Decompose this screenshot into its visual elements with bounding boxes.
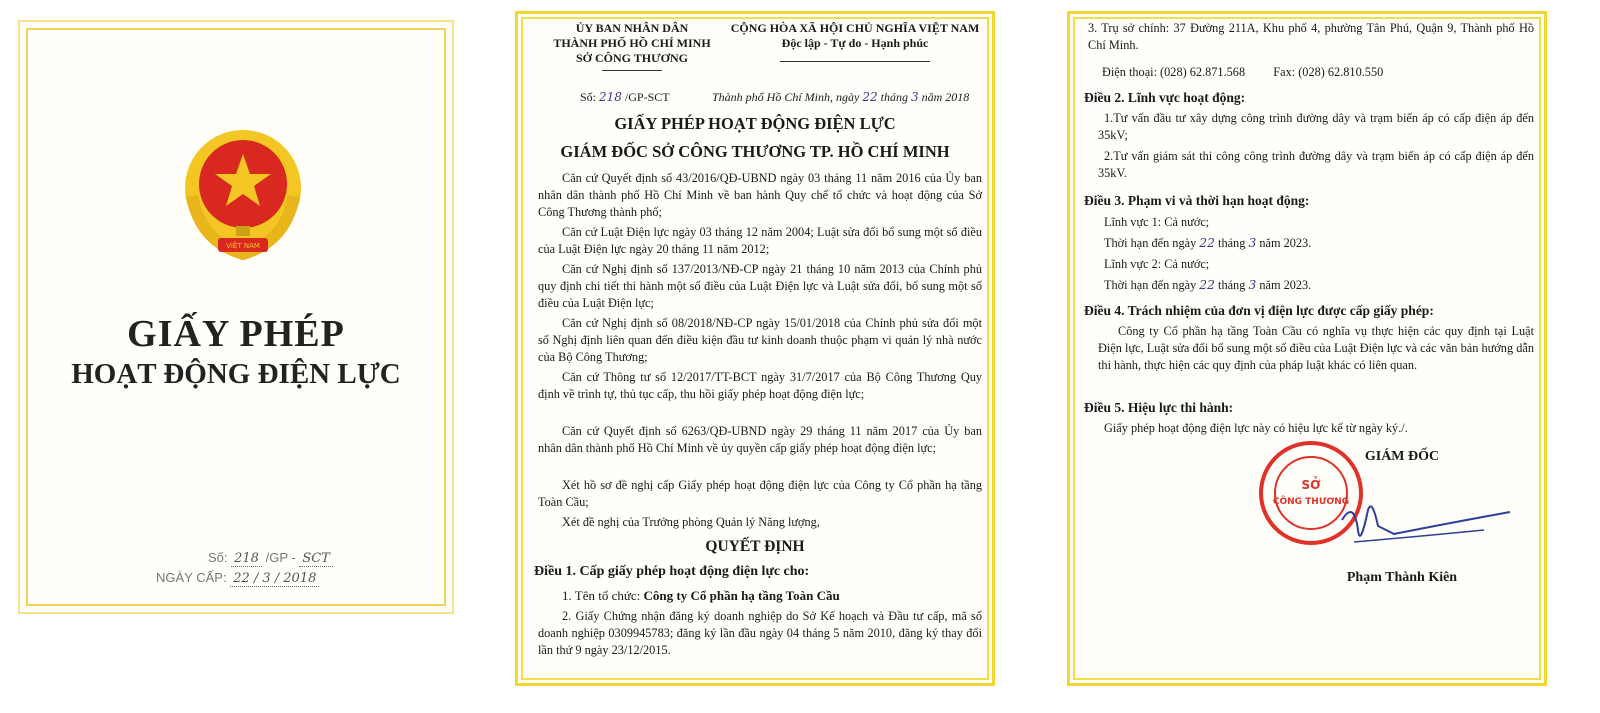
legal-basis-paragraph: Căn cứ Quyết định số 6263/QĐ-UBND ngày 29 tháng 11 năm 2017 của Ủy ban nhân dân thành phố Hồ Chí Minh về ủy quyền cấp giấy phép hoạt động điện lực; (538, 424, 982, 455)
article-4-text: Công ty Cổ phần hạ tầng Toàn Cầu có nghĩa vụ thực hiện các quy định tại Luật Điện lực, Luật sửa đổi bổ sung một số điều của Luật Điện lực và các văn bản hướng dẫn thi hành, thực hiện các quy định của pháp luật khác có liên quan. (1098, 324, 1534, 372)
issuing-authority: ỦY BAN NHÂN DÂN THÀNH PHỐ HỒ CHÍ MINH SỞ CÔNG THƯƠNG (548, 21, 716, 71)
article-5-text: Giấy phép hoạt động điện lực này có hiệu lực kể từ ngày ký./. (1104, 421, 1408, 435)
place-and-date: Thành phố Hồ Chí Minh, ngày 22 tháng 3 năm 2018 (712, 90, 970, 104)
signer-name: Phạm Thành Kiên (1346, 570, 1458, 585)
license-page-3 (1067, 11, 1547, 686)
article-4-heading: Điều 4. Trách nhiệm của đơn vị điện lực được cấp giấy phép: (1084, 303, 1434, 318)
cover-title-line1: GIẤY PHÉP (127, 313, 345, 355)
signature-icon (1334, 490, 1514, 560)
svg-text:VIỆT NAM: VIỆT NAM (226, 242, 260, 250)
issuer-title: GIÁM ĐỐC SỞ CÔNG THƯƠNG TP. HỒ CHÍ MINH (560, 142, 950, 161)
legal-basis-paragraph: Căn cứ Thông tư số 12/2017/TT-BCT ngày 31/7/2017 của Bộ Công Thương Quy định về trình tự, thủ tục cấp, thu hồi giấy phép hoạt động điện lực; (538, 370, 982, 401)
legal-basis-paragraph: Xét đề nghị của Trưởng phòng Quản lý Năng lượng, (562, 515, 820, 529)
document-number: Số: 218 /GP-SCT (580, 90, 670, 104)
activity-field-1: 1.Tư vấn đầu tư xây dựng công trình đường dây và trạm biến áp có cấp điện áp đến 35kV; (1098, 111, 1534, 142)
activity-field-2: 2.Tư vấn giám sát thi công công trình đường dây và trạm biến áp có cấp điện áp đến 35kV. (1098, 149, 1534, 180)
license-page-2 (515, 11, 995, 686)
head-office-address: 3. Trụ sở chính: 37 Đường 211A, Khu phố 4, phường Tân Phú, Quận 9, Thành phố Hồ Chí Minh. (1088, 21, 1534, 52)
svg-text:CÔNG THƯƠNG: CÔNG THƯƠNG (1272, 497, 1350, 507)
article-5-heading: Điều 5. Hiệu lực thi hành: (1084, 400, 1234, 415)
article-3-heading: Điều 3. Phạm vi và thời hạn hoạt động: (1084, 193, 1310, 208)
contact-line: Điện thoại: (028) 62.871.568 Fax: (028) 62.810.550 (1102, 65, 1384, 79)
cover-title-line2: HOẠT ĐỘNG ĐIỆN LỰC (71, 358, 401, 390)
cover-issue-date: NGÀY CẤP: 22 / 3 / 2018 (156, 570, 319, 586)
legal-basis-paragraph: Căn cứ Nghị định số 08/2018/NĐ-CP ngày 15/01/2018 của Chính phủ sửa đổi một số Nghị định liên quan đến điều kiện đầu tư kinh doanh thuộc phạm vi quản lý nhà nước của Bộ Công Thương; (538, 316, 982, 364)
business-registration: 2. Giấy Chứng nhận đăng ký doanh nghiệp do Sở Kế hoạch và Đầu tư cấp, mã số doanh nghiệp 0309945783; đăng ký lần đầu ngày 04 tháng 5 năm 2010, đăng ký thay đổi lần thứ 9 ngày 23/12/2015. (538, 609, 982, 657)
signer-role: GIÁM ĐỐC (1364, 449, 1440, 464)
legal-basis-paragraph: Xét hồ sơ đề nghị cấp Giấy phép hoạt động điện lực của Công ty Cổ phần hạ tầng Toàn Cầu; (538, 478, 982, 509)
decision-heading: QUYẾT ĐỊNH (705, 538, 805, 555)
article-2-heading: Điều 2. Lĩnh vực hoạt động: (1084, 90, 1246, 105)
scope-field-1: Lĩnh vực 1: Cả nước; (1104, 215, 1210, 229)
cover-license-number: Số: 218 /GP - SCT (208, 550, 333, 566)
legal-basis-paragraph: Căn cứ Quyết định số 43/2016/QĐ-UBND ngày 03 tháng 11 năm 2016 của Ủy ban nhân dân thành phố Hồ Chí Minh về ban hành Quy chế tổ chức và hoạt động của Sở Công Thương thành phố; (538, 171, 982, 219)
document-title: GIẤY PHÉP HOẠT ĐỘNG ĐIỆN LỰC (614, 114, 896, 133)
term-field-2: Thời hạn đến ngày 22 tháng 3 năm 2023. (1104, 278, 1312, 292)
legal-basis-paragraph: Căn cứ Nghị định số 137/2013/NĐ-CP ngày 21 tháng 10 năm 2013 của Chính phủ quy định chi tiết thi hành một số điều của Luật Điện lực và Luật sửa đổi, bổ sung một số điều của Luật Điện lực; (538, 262, 982, 310)
legal-basis-paragraph: Căn cứ Luật Điện lực ngày 03 tháng 12 năm 2004; Luật sửa đổi bổ sung một số điều của Luật Điện lực ngày 20 tháng 11 năm 2012; (538, 225, 982, 256)
license-cover (18, 20, 454, 614)
article-1-heading: Điều 1. Cấp giấy phép hoạt động điện lực cho: (534, 564, 810, 579)
term-field-1: Thời hạn đến ngày 22 tháng 3 năm 2023. (1104, 236, 1312, 250)
national-header: CỘNG HÒA XÃ HỘI CHỦ NGHĨA VIỆT NAM Độc lập - Tự do - Hạnh phúc (724, 21, 986, 62)
scope-field-2: Lĩnh vực 2: Cả nước; (1104, 257, 1210, 271)
national-emblem-icon (180, 126, 306, 276)
organization-name: 1. Tên tổ chức: Công ty Cổ phần hạ tầng Toàn Cầu (562, 588, 840, 603)
svg-text:SỞ: SỞ (1301, 478, 1321, 492)
